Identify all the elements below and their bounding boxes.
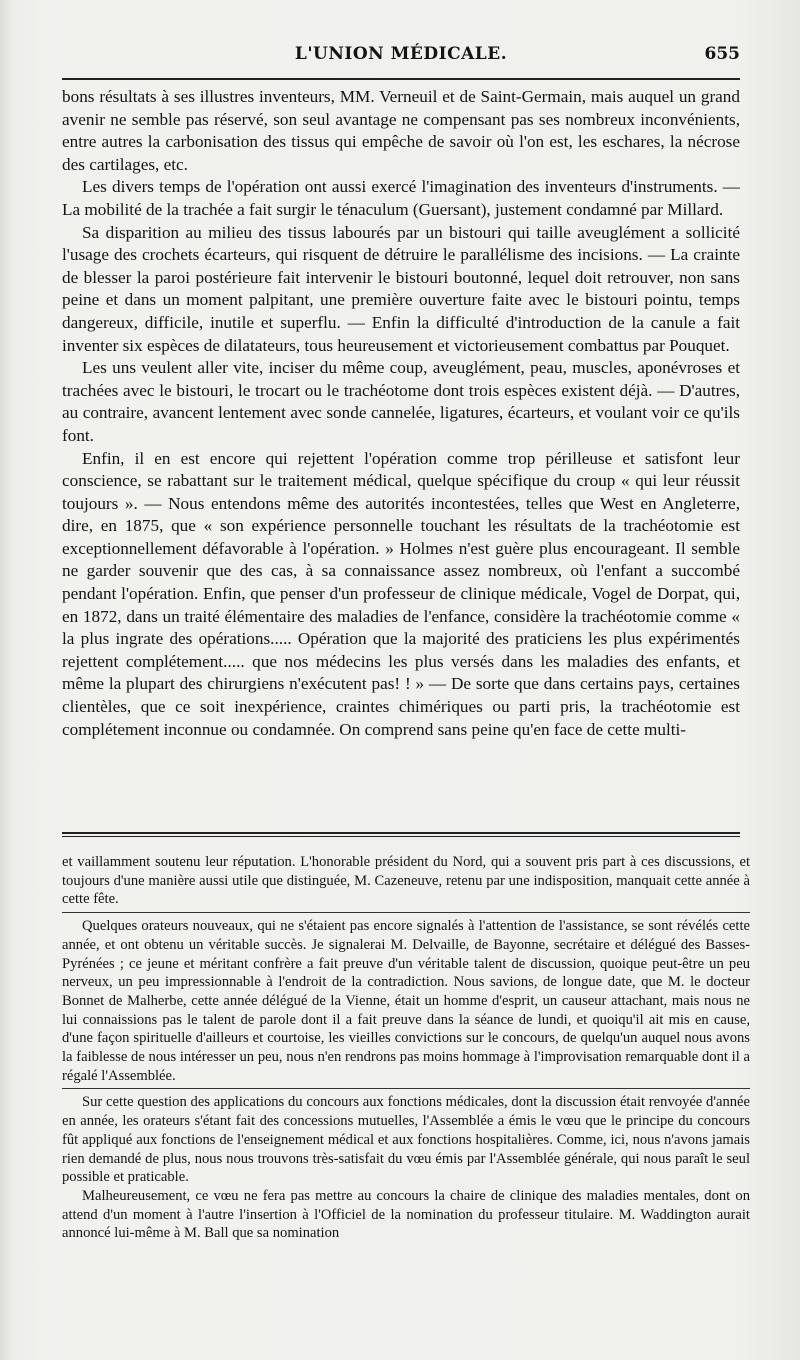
page-number: 655 <box>704 44 740 64</box>
feuilleton-rule <box>62 1088 750 1089</box>
feuilleton-separator <box>62 832 740 837</box>
main-paragraph: Les uns veulent aller vite, inciser du même coup, aveuglément, peau, muscles, aponévroses et trachées avec le bistouri, le trocart ou le trachéotome dont trois espèces existent déjà. — D'autres, au contraire, avancent lentement avec sonde cannelée, ligatures, écarteurs, et voulant voir ce qu'ils font. <box>62 358 740 445</box>
feuilleton-paragraph: et vaillamment soutenu leur réputation. L'honorable président du Nord, qui a souvent pris part à ces discussions, et toujours d'une manière aussi utile que distinguée, M. Cazeneuve, retenu par une indisposition, manquait cette année à cette fête. <box>62 854 750 908</box>
feuilleton-rule <box>62 912 750 913</box>
page-header <box>62 44 740 72</box>
main-paragraph: Enfin, il en est encore qui rejettent l'opération comme trop périlleuse et satisfont leur conscience, se rabattant sur le traitement médical, quelque spécifique du croup « qui leur réussit toujours ». — Nous entendons même des autorités incontestées, telles que West en Angleterre, dire, en 1875, que « son expérience personnelle touchant les résultats de la trachéotomie est exceptionnellement défavorable à l'opération. » Holmes n'est guère plus encourageant. Il semble ne garder souvenir que des cas, à sa connaissance assez nombreux, où l'enfant a succombé pendant l'opération. Enfin, que penser d'un professeur de clinique médicale, Vogel de Dorpat, qui, en 1872, dans un traité élémentaire des maladies de l'enfance, considère la trachéotomie comme « la plus ingrate des opérations..... Opération que la majorité des praticiens les plus expérimentés rejettent complétement..... que nos médecins les plus versés dans les maladies des enfants, et même la plupart des chirurgiens n'exécutent pas! ! » — De sorte que dans certains pays, certaines clientèles, que ce soit inexpérience, craintes chimériques ou parti pris, la trachéotomie est complétement inconnue ou condamnée. On comprend sans peine qu'en face de cette multi- <box>62 448 740 739</box>
main-paragraph: Sa disparition au milieu des tissus labourés par un bistouri qui taille aveuglément a sollicité l'usage des crochets écarteurs, qui risquent de détruire le parallélisme des incisions. — La crainte de blesser la paroi postérieure fait intervenir le bistouri boutonné, lequel doit retrouver, non sans peine et dans un moment palpitant, une première ouverture faite avec le bistouri pointu, temps dangereux, difficile, inutile et superflu. — Enfin la difficulté d'introduction de la canule a fait inventer six espèces de dilatateurs, tous heureusement et victorieusement combattus par Pouquet. <box>62 222 740 355</box>
feuilleton-paragraph: Sur cette question des applications du concours aux fonctions médicales, dont la discussion était renvoyée d'année en année, les orateurs s'étant fait des concessions mutuelles, l'Assemblée a émis le vœu que le principe du concours fût appliqué aux fonctions de l'enseignement médical et aux fonctions hospitalières. Comme, ici, nous n'avons jamais rien demandé de plus, nous nous trouvons très-satisfait du vœu émis par l'Assemblée générale, qui nous paraît le seul possible et praticable. <box>62 1094 750 1186</box>
main-paragraph: bons résultats à ses illustres inventeurs, MM. Verneuil et de Saint-Germain, mais auquel un grand avenir ne semble pas réservé, son seul avantage ne compensant pas ses nombreux inconvénients, entre autres la carbonisation des tissus qui empêche de savoir où l'on est, les eschares, la nécrose des cartilages, etc. <box>62 87 740 174</box>
main-paragraph: Les divers temps de l'opération ont aussi exercé l'imagination des inventeurs d'instruments. — La mobilité de la trachée a fait surgir le ténaculum (Guersant), justement condamné par Millard. <box>62 177 740 219</box>
header-rule <box>62 78 740 80</box>
main-text <box>62 86 740 741</box>
feuilleton-paragraph: Quelques orateurs nouveaux, qui ne s'étaient pas encore signalés à l'attention de l'assistance, se sont révélés cette année, et ont obtenu un véritable succès. Je signalerai M. Delvaille, de Bayonne, secrétaire et délégué des Basses-Pyrénées ; ce jeune et méritant confrère a fait preuve d'un véritable talent de discussion, quoique peut-être un peu nerveux, un peu impressionnable à l'endroit de la contradiction. Nous savions, de longue date, que M. le docteur Bonnet de Malherbe, cette année délégué de la Vienne, était un homme d'esprit, un causeur attachant, mais nous ne lui connaissions pas le talent de parole dont il a fait preuve dans la séance de lundi, et quoiqu'il ait mis en cause, d'une façon spirituelle d'ailleurs et courtoise, les vieilles convictions sur le concours, de quelqu'un auquel nous avons la faiblesse de nous intéresser un peu, nous n'en rendrons pas moins hommage à l'improvisation remarquable dont il a régalé l'Assemblée. <box>62 918 750 1084</box>
feuilleton-text <box>62 853 750 1243</box>
feuilleton-paragraph: Malheureusement, ce vœu ne fera pas mettre au concours la chaire de clinique des maladies mentales, dont on attend d'un moment à l'autre l'insertion à l'Officiel de la nomination du professeur titulaire. M. Waddington aurait annoncé lui-même à M. Ball que sa nomination <box>62 1187 750 1242</box>
running-title: L'UNION MÉDICALE. <box>294 44 508 64</box>
